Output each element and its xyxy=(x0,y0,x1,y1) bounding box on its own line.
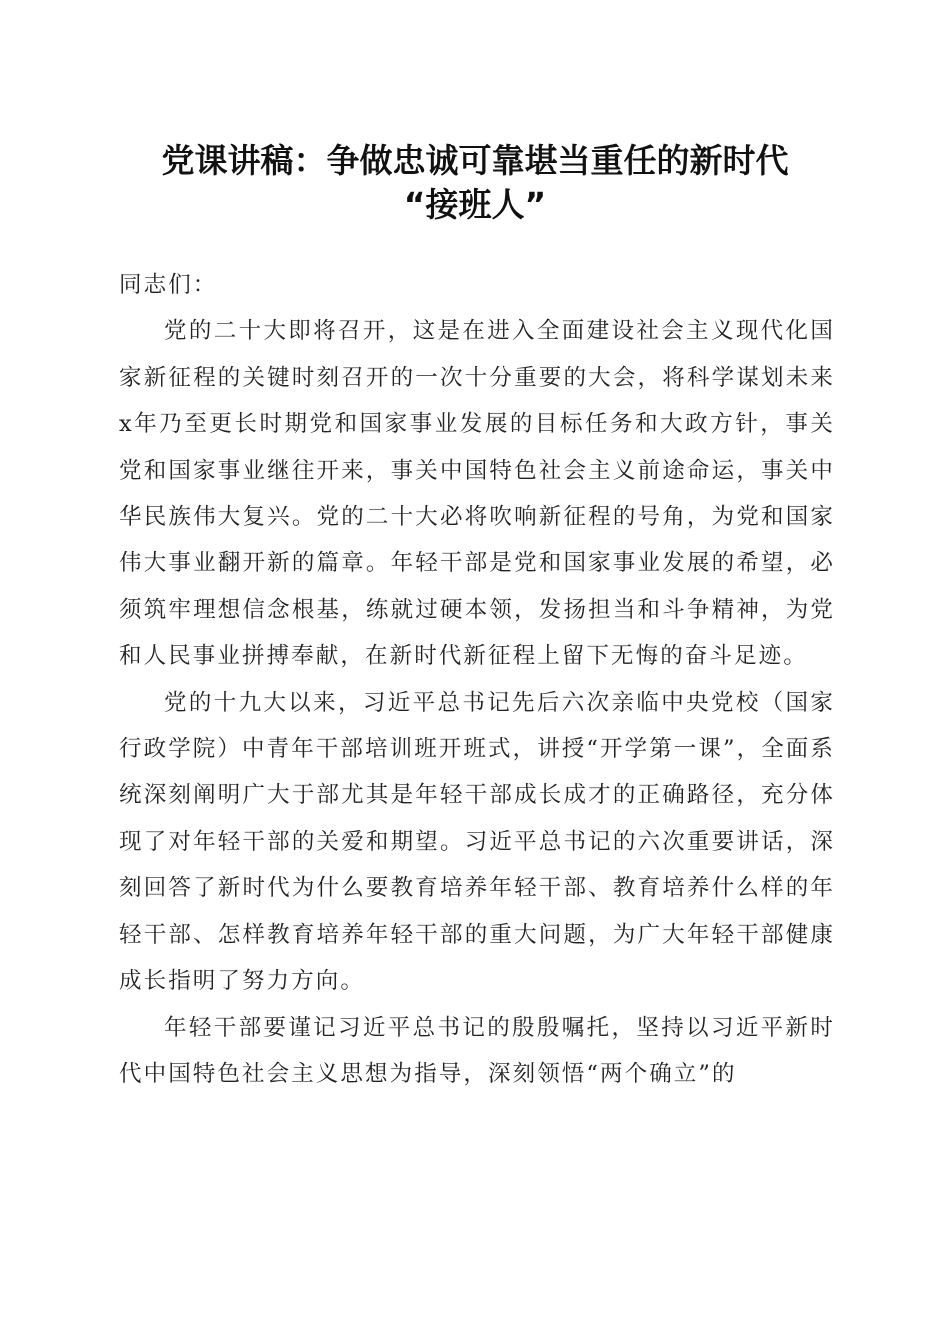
paragraph-1: 党的二十大即将召开，这是在进入全面建设社会主义现代化国家新征程的关键时刻召开的一次十分重要的大会，将科学谋划未来x年乃至更长时期党和国家事业发展的目标任务和大政方针，事关党和国家事业继往开来，事关中国特色社会主义前途命运，事关中华民族伟大复兴。党的二十大必将吹响新征程的号角，为党和国家伟大事业翻开新的篇章。年轻干部是党和国家事业发展的希望，必须筑牢理想信念根基，练就过硬本领，发扬担当和斗争精神，为党和人民事业拼搏奉献，在新时代新征程上留下无悔的奋斗足迹。 xyxy=(119,318,835,670)
paragraph-2: 党的十九大以来，习近平总书记先后六次亲临中央党校（国家行政学院）中青年干部培训班开班式，讲授“开学第一课”，全面系统深刻阐明广大于部尤其是年轻干部成长成才的正确路径，充分体现了对年轻干部的关爱和期望。习近平总书记的六次重要讲话，深刻回答了新时代为什么要教育培养年轻干部、教育培养什么样的年轻干部、怎样教育培养年轻干部的重大问题，为广大年轻干部健康成长指明了努力方向。 xyxy=(119,689,836,995)
document-title-line-2: “接班人” xyxy=(403,185,547,224)
salutation: 同志们： xyxy=(119,272,218,298)
document-body xyxy=(119,262,835,1097)
document-title-line-1: 党课讲稿：争做忠诚可靠堪当重任的新时代 xyxy=(161,141,789,180)
paragraph-3: 年轻干部要谨记习近平总书记的殷殷嘱托，坚持以习近平新时代中国特色社会主义思想为指导，深刻领悟“两个确立”的 xyxy=(119,1014,835,1087)
